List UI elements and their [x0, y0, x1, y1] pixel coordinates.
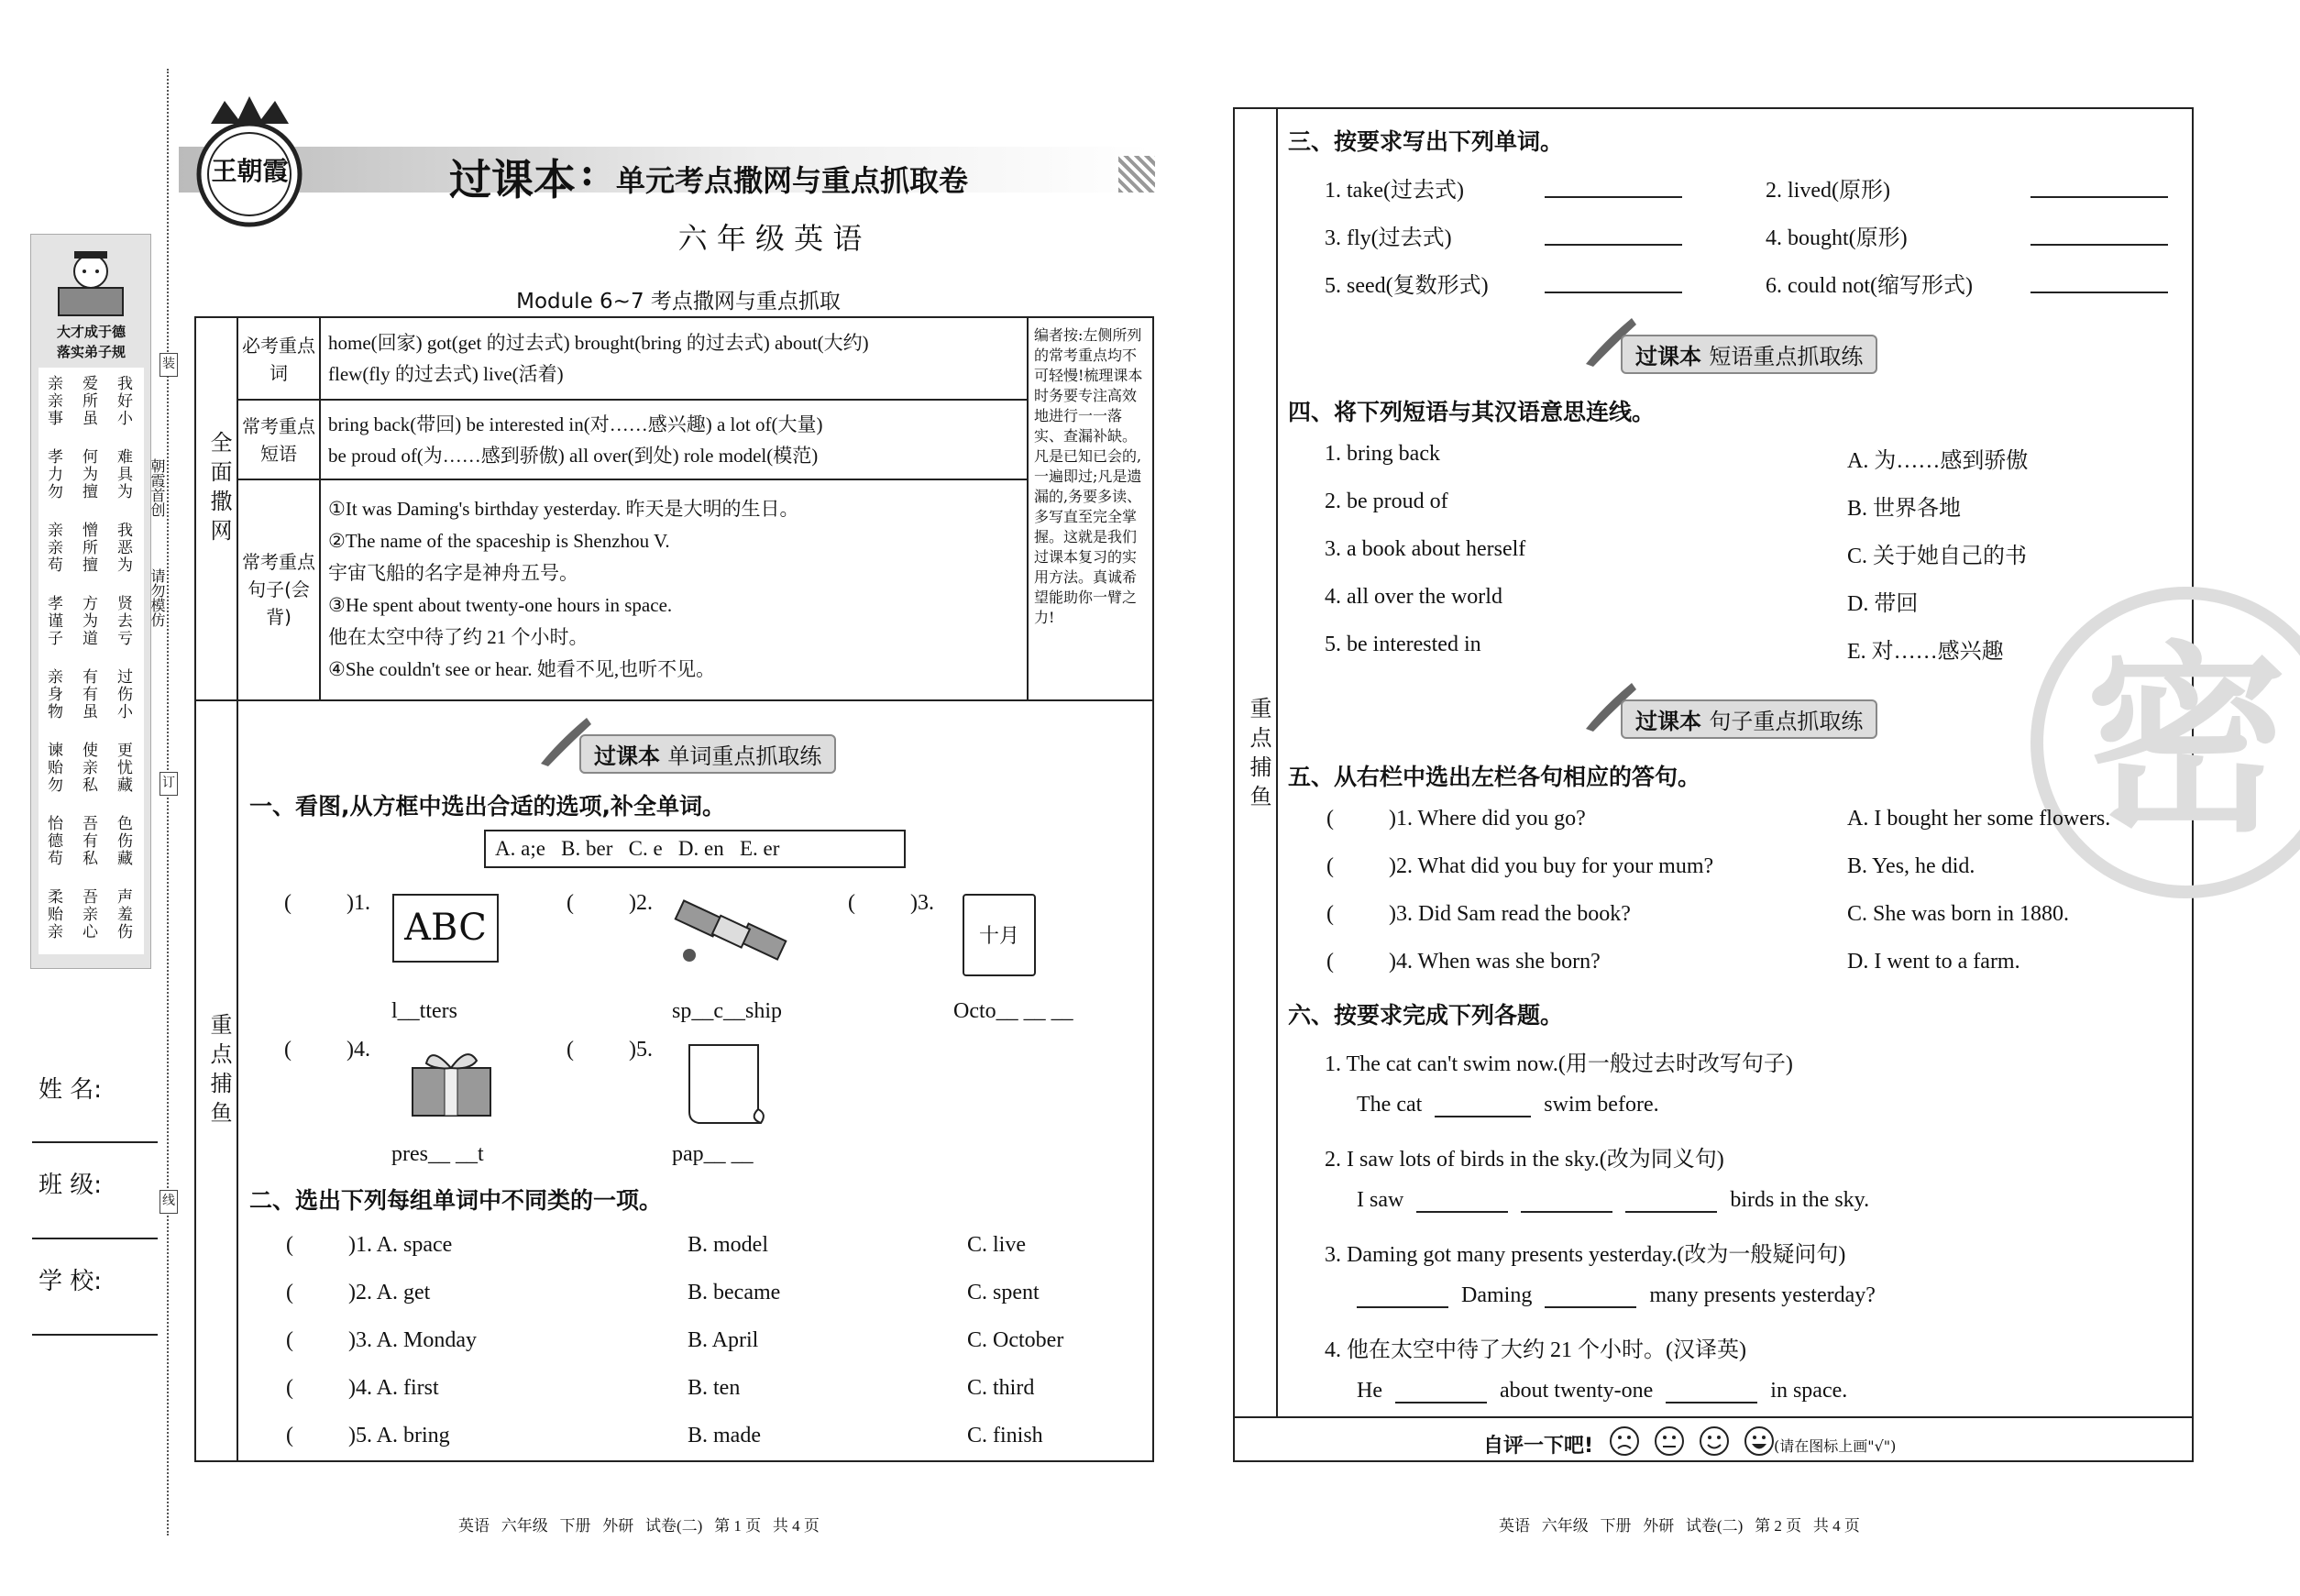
motto-verse-column: 难具为 [114, 448, 132, 501]
watermark-seal: 密 [2030, 587, 2300, 898]
q6-a3-mid: Daming [1461, 1283, 1533, 1307]
banner-sentence-brand: 过课本 [1635, 708, 1701, 734]
laugh-face-icon[interactable] [1744, 1425, 1775, 1457]
right-section-label: 重点捕鱼 [1246, 697, 1271, 814]
margin-vertical-1: 朝霞首创 [149, 458, 166, 517]
title-big: 过课本 [449, 155, 576, 204]
row3-line1: ①It was Daming's birthday yesterday. 昨天是大明的生日。 [328, 498, 799, 520]
banner-word-text: 单词重点抓取练 [667, 743, 822, 769]
q3-item-label: 5. seed(复数形式) [1325, 274, 1489, 298]
motto-verse-column: 我好小 [114, 375, 132, 427]
self-eval-line [1233, 1416, 2194, 1418]
motto-verse-column: 更忧藏 [114, 742, 132, 794]
q1-item2-blank[interactable]: ( )2. [567, 891, 653, 915]
q6-a3 [1357, 1283, 1876, 1308]
editor-note: 编者按:左侧所列的常考重点均不可轻慢!梳理课本时务要专注高效地进行一一落实、查漏补缺。凡是已知已会的,一遍即过;凡是遗漏的,务要多读、多写直至完全掌握。这就是我们过课本复习的实用方法。真诚希望能助你一臂之力! [1034, 326, 1143, 626]
q5-answer: D. I went to a farm. [1847, 950, 2020, 974]
row1-label: 必考重点词 [242, 335, 315, 384]
q5-question-text: )1. Where did you go? [1389, 807, 1586, 831]
q2-option-c: C. third [967, 1376, 1035, 1400]
q6-a1-start: The cat [1357, 1093, 1423, 1117]
q1-item3-word: Octo__ __ __ [953, 999, 1073, 1023]
q4-phrase[interactable]: 1. bring back [1325, 442, 1440, 466]
q6-q3: 3. Daming got many presents yesterday.(改为一般疑问句) [1325, 1243, 1846, 1267]
subtitle: 六 年 级 英 语 [677, 221, 863, 256]
row2-content [328, 409, 1025, 471]
q1-item4-word: pres__ __t [391, 1142, 484, 1166]
school-field[interactable] [32, 1334, 158, 1336]
q2-option-c: C. spent [967, 1281, 1040, 1304]
q1-item3-blank[interactable]: ( )3. [848, 891, 934, 915]
q1-item2-word: sp__c__ship [672, 999, 782, 1023]
q6-a3-end: many presents yesterday? [1649, 1283, 1876, 1307]
logo-text: 王朝霞 [211, 156, 289, 186]
banner-word [579, 735, 836, 772]
q3-answer-blank[interactable] [1545, 292, 1682, 293]
seal-mark-1: 装 [160, 353, 178, 377]
q5-question-text: )2. What did you buy for your mum? [1389, 854, 1714, 878]
row1-content [328, 327, 1025, 390]
q6-a3-blank1[interactable] [1357, 1306, 1448, 1308]
self-eval-faces [1609, 1425, 1775, 1457]
q3-answer-blank[interactable] [2030, 292, 2168, 293]
q2-title: 二、选出下列每组单词中不同类的一项。 [249, 1187, 663, 1214]
q6-a4-end: in space. [1770, 1379, 1848, 1403]
row3-content [328, 493, 1025, 686]
motto-verse-column: 声羞伤 [114, 888, 132, 941]
title-colon: : [580, 151, 594, 194]
satellite-icon [669, 889, 793, 972]
q6-q2: 2. I saw lots of birds in the sky.(改为同义句) [1325, 1148, 1724, 1172]
neutral-face-icon[interactable] [1654, 1425, 1685, 1457]
letters-icon: ABC [392, 894, 499, 963]
q2-option-a-text: )2. A. get [348, 1281, 431, 1304]
q6-a4 [1357, 1379, 1847, 1403]
q2-option-b: B. ten [688, 1376, 741, 1400]
q1-item1-num: )1. [347, 891, 370, 915]
q4-phrase[interactable]: 4. all over the world [1325, 585, 1502, 609]
q6-a4-mid: about twenty-one [1499, 1379, 1654, 1403]
footer-left: 英语 六年级 下册 外研 试卷(二) 第 1 页 共 4 页 [458, 1517, 820, 1535]
motto-verse-column: 有有虽 [79, 668, 97, 721]
q3-item-label: 1. take(过去式) [1325, 179, 1464, 203]
q4-meaning[interactable]: B. 世界各地 [1847, 497, 1962, 521]
q3-answer-blank[interactable] [2030, 244, 2168, 246]
row2-label: 常考重点短语 [242, 415, 315, 465]
q3-answer-blank[interactable] [1545, 244, 1682, 246]
q3-answer-blank[interactable] [2030, 196, 2168, 198]
motto-verse-column: 色伤藏 [114, 815, 132, 867]
q6-a2-blank3[interactable] [1625, 1211, 1717, 1213]
q3-item-label: 6. could not(缩写形式) [1766, 274, 1973, 298]
motto-line-2: 落实弟子规 [56, 344, 126, 360]
q1-item5-num: )5. [629, 1038, 653, 1062]
q2-option-a-text: )1. A. space [348, 1233, 453, 1257]
banner-phrase-text: 短语重点抓取练 [1709, 343, 1864, 369]
seal-mark-2: 订 [160, 772, 178, 796]
scholar-icon [40, 242, 141, 325]
motto-verse-column: 憎所擅 [79, 522, 97, 574]
q6-a1 [1357, 1093, 1659, 1117]
banner-word-brand: 过课本 [594, 743, 660, 769]
q6-a4-blank1[interactable] [1395, 1402, 1487, 1403]
q2-row-option-a[interactable]: ( )4. A. first [286, 1376, 439, 1400]
motto-verse-column: 谏贻勿 [44, 742, 62, 794]
label-col-line [319, 316, 321, 699]
q4-phrase[interactable]: 3. a book about herself [1325, 537, 1526, 561]
row1-line1: home(回家) got(get 的过去式) brought(bring 的过去式) about(大约) [328, 332, 869, 354]
gift-icon [408, 1040, 495, 1118]
q1-item4-num: )4. [347, 1038, 370, 1062]
q6-title: 六、按要求完成下列各题。 [1288, 1002, 1564, 1029]
binding-line [167, 69, 169, 1535]
note-col-line [1027, 316, 1029, 699]
table-side-label: 全面撒网 [206, 431, 232, 548]
right-frame-divider [1276, 107, 1278, 1418]
q1-item1-blank[interactable]: ( )1. [284, 891, 370, 915]
banner-phrase [1621, 336, 1877, 372]
q2-option-a-text: )5. A. bring [348, 1424, 450, 1447]
motto-verse-column: 柔贻亲 [44, 888, 62, 941]
q1-item2-num: )2. [629, 891, 653, 915]
name-label: 姓 名: [39, 1076, 103, 1104]
school-label: 学 校: [39, 1268, 103, 1295]
q2-option-b: B. made [688, 1424, 761, 1447]
q1-options: A. a;e B. ber C. e D. en E. er [484, 830, 906, 868]
class-field[interactable] [32, 1238, 158, 1239]
q5-question[interactable]: ( )3. Did Sam read the book? [1326, 902, 1631, 926]
self-eval-note: (请在图标上画"√") [1774, 1437, 1897, 1455]
q3-item-label: 2. lived(原形) [1766, 179, 1890, 203]
q4-meaning[interactable]: C. 关于她自己的书 [1847, 545, 2028, 568]
q5-answer: C. She was born in 1880. [1847, 902, 2069, 926]
row1-line2: flew(fly 的过去式) live(活着) [328, 363, 564, 385]
q1-item5-blank[interactable]: ( )5. [567, 1038, 653, 1062]
motto-verses [39, 368, 144, 954]
q6-a2-start: I saw [1357, 1188, 1404, 1212]
q5-question[interactable]: ( )4. When was she born? [1326, 950, 1601, 974]
q4-phrase[interactable]: 5. be interested in [1325, 633, 1481, 656]
q6-a2 [1357, 1188, 1869, 1213]
q2-row-option-a[interactable]: ( )1. A. space [286, 1233, 453, 1257]
row3-line5: 他在太空中待了约 21 个小时。 [328, 626, 589, 648]
q5-question[interactable]: ( )2. What did you buy for your mum? [1326, 854, 1714, 878]
q6-a2-end: birds in the sky. [1730, 1188, 1870, 1212]
q3-item-label: 3. fly(过去式) [1325, 226, 1452, 250]
q4-meaning[interactable]: D. 带回 [1847, 592, 1919, 616]
name-field[interactable] [32, 1141, 158, 1143]
sad-face-icon[interactable] [1609, 1425, 1640, 1457]
motto-verse-column: 亲亲苟 [44, 522, 62, 574]
banner-sentence [1621, 700, 1877, 737]
seal-mark-3: 线 [160, 1190, 178, 1214]
q2-option-a-text: )3. A. Monday [348, 1328, 477, 1352]
q3-title: 三、按要求写出下列单词。 [1288, 128, 1564, 155]
module-title: Module 6~7 考点撒网与重点抓取 [516, 290, 841, 314]
row3-line3: 宇宙飞船的名字是神舟五号。 [328, 562, 578, 584]
q4-meaning[interactable]: E. 对……感兴趣 [1847, 640, 2004, 664]
q2-option-b: B. became [688, 1281, 781, 1304]
q2-option-c: C. live [967, 1233, 1026, 1257]
row3-line2: ②The name of the spaceship is Shenzhou V. [328, 530, 670, 552]
motto-verse-column: 吾有私 [79, 815, 97, 867]
motto-verse-column: 亲身物 [44, 668, 62, 721]
row2-line1: bring back(带回) be interested in(对……感兴趣) a lot of(大量) [328, 413, 823, 435]
q6-a1-end: swim before. [1544, 1093, 1659, 1117]
motto-verse-column: 我恶为 [114, 522, 132, 574]
banner-sentence-text: 句子重点抓取练 [1709, 708, 1864, 734]
motto-verse-column: 过伤小 [114, 668, 132, 721]
q3-answer-blank[interactable] [1545, 196, 1682, 198]
q2-option-c: C. finish [967, 1424, 1043, 1447]
q4-title: 四、将下列短语与其汉语意思连线。 [1288, 399, 1656, 425]
title-rest: 单元考点撒网与重点抓取卷 [616, 163, 969, 198]
q1-item1-word: l__tters [391, 999, 457, 1023]
q5-title: 五、从右栏中选出左栏各句相应的答句。 [1288, 764, 1701, 790]
motto-verse-column: 爱所虽 [79, 375, 97, 427]
paper-icon [680, 1040, 776, 1128]
left-section-label: 重点捕鱼 [206, 1013, 232, 1130]
row3-label: 常考重点句子(会背) [242, 551, 315, 628]
row3-line4: ③He spent about twenty-one hours in space. [328, 594, 673, 616]
q2-option-c: C. October [967, 1328, 1064, 1352]
q5-question-text: )4. When was she born? [1389, 950, 1601, 974]
q1-item4-blank[interactable]: ( )4. [284, 1038, 370, 1062]
q6-a4-blank2[interactable] [1666, 1402, 1757, 1403]
q6-a2-blank1[interactable] [1416, 1211, 1508, 1213]
motto-verse-column: 孝力勿 [44, 448, 62, 501]
q6-a2-blank2[interactable] [1521, 1211, 1612, 1213]
q6-a4-start: He [1357, 1379, 1382, 1403]
q2-row-option-a[interactable]: ( )2. A. get [286, 1281, 431, 1304]
banner-phrase-brand: 过课本 [1635, 343, 1701, 369]
motto-verse-column: 吾亲心 [79, 888, 97, 941]
q6-a1-blank[interactable] [1435, 1116, 1531, 1117]
q4-phrase[interactable]: 2. be proud of [1325, 490, 1448, 513]
motto-verse-column: 怡德苟 [44, 815, 62, 867]
calendar-icon: 十月 [963, 894, 1036, 976]
q5-question-text: )3. Did Sam read the book? [1389, 902, 1631, 926]
q2-option-a-text: )4. A. first [348, 1376, 439, 1400]
motto-verse-column: 亲亲事 [44, 375, 62, 427]
margin-vertical-2: 请勿模仿 [149, 568, 166, 627]
banner-pattern [1118, 156, 1155, 193]
row2-line2: be proud of(为……感到骄傲) all over(到处) role model(模范) [328, 445, 819, 467]
q2-option-b: B. April [688, 1328, 759, 1352]
q3-item-label: 4. bought(原形) [1766, 226, 1908, 250]
motto-verse-column: 孝谨子 [44, 595, 62, 647]
q1-title: 一、看图,从方框中选出合适的选项,补全单词。 [249, 793, 725, 820]
margin-motto-box [30, 234, 151, 969]
footer-right: 英语 六年级 下册 外研 试卷(二) 第 2 页 共 4 页 [1499, 1517, 1860, 1535]
q1-item5-word: pap__ __ [672, 1142, 754, 1166]
row3-line6: ④She couldn't see or hear. 她看不见,也听不见。 [328, 658, 716, 680]
smile-face-icon[interactable] [1699, 1425, 1730, 1457]
motto-line-1: 大才成于德 [56, 324, 126, 340]
q5-answer: A. I bought her some flowers. [1847, 807, 2111, 831]
self-eval-label: 自评一下吧! [1483, 1435, 1594, 1458]
q6-q1: 1. The cat can't swim now.(用一般过去时改写句子) [1325, 1052, 1793, 1076]
q6-a3-blank2[interactable] [1545, 1306, 1636, 1308]
q6-q4: 4. 他在太空中待了大约 21 个小时。(汉译英) [1325, 1338, 1746, 1362]
q4-meaning[interactable]: A. 为……感到骄傲 [1847, 449, 2029, 473]
motto-verse-column: 使亲私 [79, 742, 97, 794]
motto-verse-column: 方为道 [79, 595, 97, 647]
motto-verse-column: 贤去亏 [114, 595, 132, 647]
q5-answer: B. Yes, he did. [1847, 854, 1975, 878]
q2-row-option-a[interactable]: ( )3. A. Monday [286, 1328, 477, 1352]
table-bottom-line [194, 699, 1154, 701]
q2-row-option-a[interactable]: ( )5. A. bring [286, 1424, 450, 1447]
q2-option-b: B. model [688, 1233, 768, 1257]
q1-item3-num: )3. [910, 891, 934, 915]
class-label: 班 级: [39, 1172, 103, 1199]
q5-question[interactable]: ( )1. Where did you go? [1326, 807, 1586, 831]
motto-verse-column: 何为擅 [79, 448, 97, 501]
